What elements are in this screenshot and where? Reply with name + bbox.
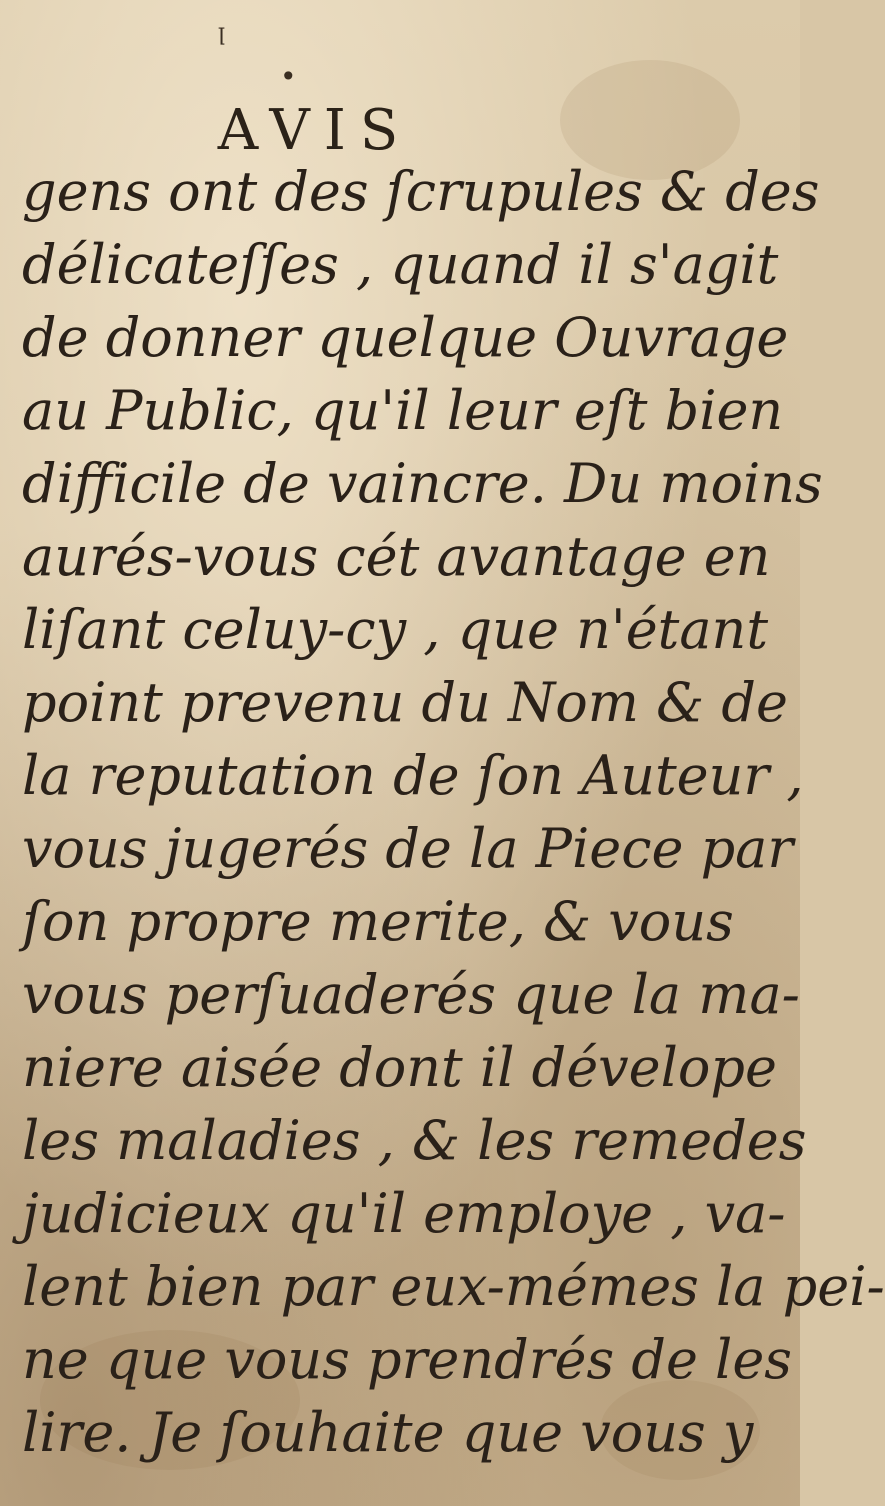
text-line: difficile de vaincre. Du moins (22, 452, 823, 515)
text-line: gens ont des ſcrupules & des (22, 160, 820, 223)
text-line: niere aisée dont il dévelope (22, 1036, 777, 1099)
text-line: les maladies , & les remedes (22, 1109, 807, 1172)
text-line: liſant celuy-cy , que n'étant (22, 598, 769, 661)
text-line: la reputation de ſon Auteur , (22, 744, 804, 807)
ink-speck: • (280, 60, 297, 93)
ink-speck: ꞁ (218, 20, 226, 45)
text-line: lire. Je ſouhaite que vous y (22, 1401, 754, 1464)
text-line: aurés-vous cét avantage en (22, 525, 771, 588)
text-line: ne que vous prendrés de les (22, 1328, 793, 1391)
text-line: judicieux qu'il employe , va- (22, 1182, 786, 1245)
text-line: lent bien par eux-mémes la pei- (22, 1255, 885, 1318)
text-line: vous jugerés de la Piece par (22, 817, 794, 880)
text-line: ſon propre merite, & vous (22, 890, 734, 953)
text-line: de donner quelque Ouvrage (22, 306, 789, 369)
body-text (22, 155, 885, 1469)
text-line: vous perſuaderés que la ma- (22, 963, 800, 1026)
text-line: délicateſſes , quand il s'agit (22, 233, 779, 296)
text-line: point prevenu du Nom & de (22, 671, 788, 734)
page-heading: AVIS (217, 98, 413, 163)
text-line: au Public, qu'il leur eſt bien (22, 379, 784, 442)
